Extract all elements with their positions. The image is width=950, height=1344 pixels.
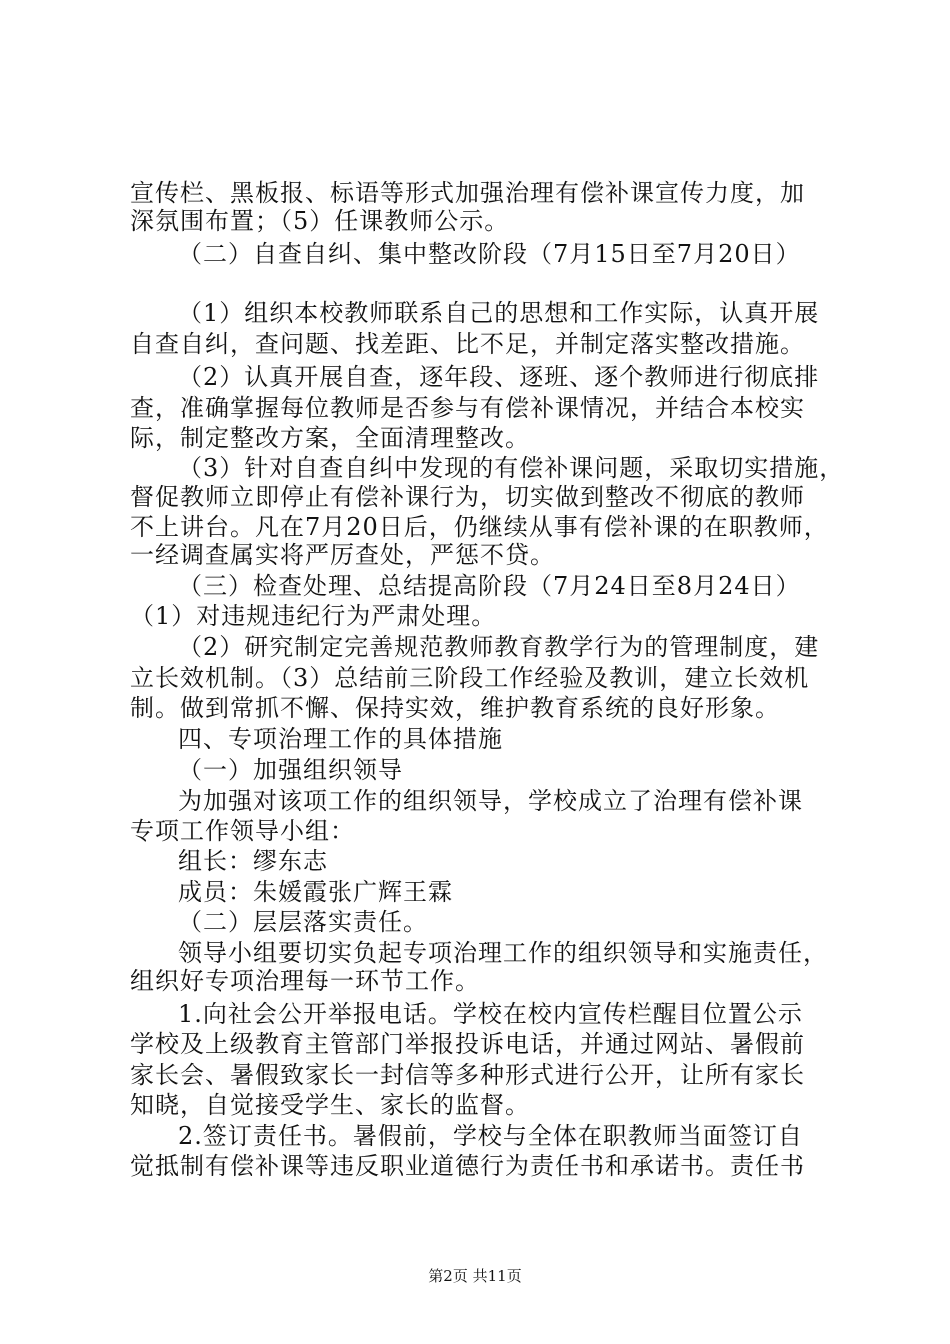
text-line: 为加强对该项工作的组织领导，学校成立了治理有偿补课 [178, 787, 803, 815]
section-heading: （三）检查处理、总结提高阶段（7月24日至8月24日） [178, 572, 801, 600]
text-line: 深氛围布置；（5）任课教师公示。 [130, 207, 510, 235]
text-line: 一经调查属实将严厉查处，严惩不贷。 [130, 541, 555, 569]
text-line: 组长：缪东志 [178, 847, 328, 875]
text-line: 查，准确掌握每位教师是否参与有偿补课情况，并结合本校实 [130, 394, 805, 422]
text-line: 立长效机制。（3）总结前三阶段工作经验及教训，建立长效机 [130, 664, 810, 692]
text-line: 专项工作领导小组： [130, 817, 355, 845]
text-line: 觉抵制有偿补课等违反职业道德行为责任书和承诺书。责任书 [130, 1152, 805, 1180]
text-line: 际，制定整改方案，全面清理整改。 [130, 424, 530, 452]
text-line: 2.签订责任书。暑假前，学校与全体在职教师当面签订自 [178, 1122, 803, 1150]
text-line: 知晓，自觉接受学生、家长的监督。 [130, 1091, 530, 1119]
subsection-heading: （二）层层落实责任。 [178, 908, 428, 936]
section-heading: （二）自查自纠、集中整改阶段（7月15日至7月20日） [178, 240, 801, 268]
text-line: 1.向社会公开举报电话。学校在校内宣传栏醒目位置公示 [178, 1000, 803, 1028]
page-number-footer: 第2页 共11页 [428, 1267, 522, 1285]
text-line: （2）认真开展自查，逐年段、逐班、逐个教师进行彻底排 [178, 363, 820, 391]
section-heading: 四、专项治理工作的具体措施 [178, 725, 503, 753]
text-line: （1）组织本校教师联系自己的思想和工作实际，认真开展 [178, 299, 820, 327]
text-line: 制。做到常抓不懈、保持实效，维护教育系统的良好形象。 [130, 694, 780, 722]
text-line: 成员：朱媛霞张广辉王霖 [178, 878, 453, 906]
subsection-heading: （一）加强组织领导 [178, 756, 403, 784]
text-line: （3）针对自查自纠中发现的有偿补课问题，采取切实措施， [178, 454, 845, 482]
text-line: （2）研究制定完善规范教师教育教学行为的管理制度，建 [178, 633, 820, 661]
text-line: 宣传栏、黑板报、标语等形式加强治理有偿补课宣传力度，加 [130, 179, 805, 207]
text-line: 学校及上级教育主管部门举报投诉电话，并通过网站、暑假前 [130, 1030, 805, 1058]
text-line: 督促教师立即停止有偿补课行为，切实做到整改不彻底的教师 [130, 483, 805, 511]
text-line: （1）对违规违纪行为严肃处理。 [130, 602, 497, 630]
text-line: 组织好专项治理每一环节工作。 [130, 967, 480, 995]
text-line: 领导小组要切实负起专项治理工作的组织领导和实施责任， [178, 939, 828, 967]
text-line: 不上讲台。凡在7月20日后，仍继续从事有偿补课的在职教师， [130, 513, 829, 541]
text-line: 家长会、暑假致家长一封信等多种形式进行公开，让所有家长 [130, 1061, 805, 1089]
text-line: 自查自纠，查问题、找差距、比不足，并制定落实整改措施。 [130, 330, 805, 358]
